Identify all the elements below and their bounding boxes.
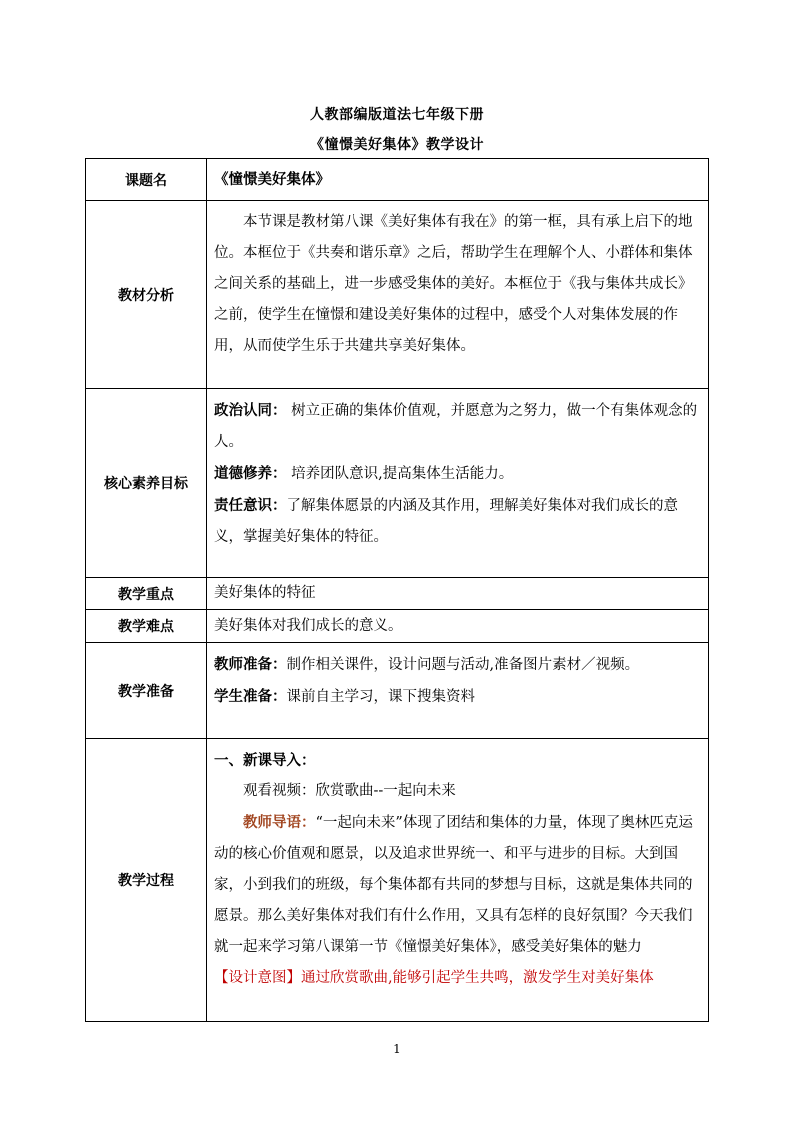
- lesson-plan-table: [85, 158, 709, 1022]
- process-guide: [214, 807, 701, 963]
- topic-value: 《憧憬美好集体》: [207, 159, 709, 201]
- goals-cell: [207, 389, 709, 578]
- focus-label: 教学重点: [86, 578, 207, 610]
- prep-cell: [207, 643, 709, 739]
- document-title: 人教部编版道法七年级下册: [310, 107, 484, 123]
- difficulty-value: 美好集体对我们成长的意义。: [207, 610, 709, 643]
- goal-key: 责任意识：: [214, 497, 287, 514]
- design-note: 【设计意图】通过欣赏歌曲,能够引起学生共鸣，激发学生对美好集体: [214, 970, 654, 986]
- table-row: [86, 578, 709, 610]
- teacher-prep: [214, 649, 701, 681]
- goal-key: 道德修养：: [214, 465, 287, 482]
- document-subtitle: 《憧憬美好集体》教学设计: [310, 137, 484, 153]
- analysis-text: 本节课是教材第八课《美好集体有我在》的第一框，具有承上启下的地位。本框位于《共奏和谐乐章》之后，帮助学生在理解个人、小群体和集体之间关系的基础上，进一步感受集体的美好。本框位于《我与集体共成长》之前，使学生在憧憬和建设美好集体的过程中，感受个人对集体发展的作用，从而使学生乐于共建共享美好集体。: [214, 214, 693, 354]
- topic-label: 课题名: [86, 159, 207, 201]
- table-row: [86, 389, 709, 578]
- page-number: 1: [393, 1042, 401, 1056]
- guide-key: 教师导语：: [243, 814, 316, 831]
- student-prep-key: 学生准备：: [214, 688, 287, 705]
- process-section-title: 一、新课导入：: [214, 752, 316, 769]
- student-prep-text: 课前自主学习，课下搜集资料: [286, 689, 475, 705]
- process-video: 观看视频：欣赏歌曲--一起向未来: [243, 783, 456, 799]
- focus-value: 美好集体的特征: [207, 578, 709, 610]
- table-row: [86, 643, 709, 739]
- analysis-cell: [207, 201, 709, 389]
- guide-text: “一起向未来”体现了团结和集体的力量，体现了奥林匹克运动的核心价值观和愿景，以及追求世界统一、和平与进步的目标。大到国家，小到我们的班级，每个集体都有共同的梦想与目标，这就是集体共同的愿景。那么美好集体对我们有什么作用，又具有怎样的良好氛围？今天我们就一起来学习第八课第一节《憧憬美好集体》，感受美好集体的魅力: [214, 815, 693, 955]
- student-prep: [214, 681, 701, 713]
- table-row: [86, 159, 709, 201]
- table-row: [86, 610, 709, 643]
- analysis-label: 教材分析: [86, 201, 207, 389]
- goal-key: 政治认同：: [214, 402, 287, 419]
- goal-text: 了解集体愿景的内涵及其作用，理解美好集体对我们成长的意义，掌握美好集体的特征。: [214, 498, 678, 545]
- goal-item: [214, 458, 701, 490]
- difficulty-label: 教学难点: [86, 610, 207, 643]
- goal-item: [214, 490, 701, 553]
- process-cell: [207, 739, 709, 1022]
- table-row: [86, 739, 709, 1022]
- process-label: 教学过程: [86, 739, 207, 1022]
- teacher-prep-text: 制作相关课件，设计问题与活动,准备图片素材／视频。: [286, 657, 640, 673]
- prep-label: 教学准备: [86, 643, 207, 739]
- teacher-prep-key: 教师准备：: [214, 656, 287, 673]
- goal-text: 培养团队意识,提高集体生活能力。: [286, 466, 514, 482]
- table-row: [86, 201, 709, 389]
- goals-label: 核心素养目标: [86, 389, 207, 578]
- goal-text: 树立正确的集体价值观，并愿意为之努力，做一个有集体观念的人。: [214, 403, 698, 450]
- goal-item: [214, 395, 701, 458]
